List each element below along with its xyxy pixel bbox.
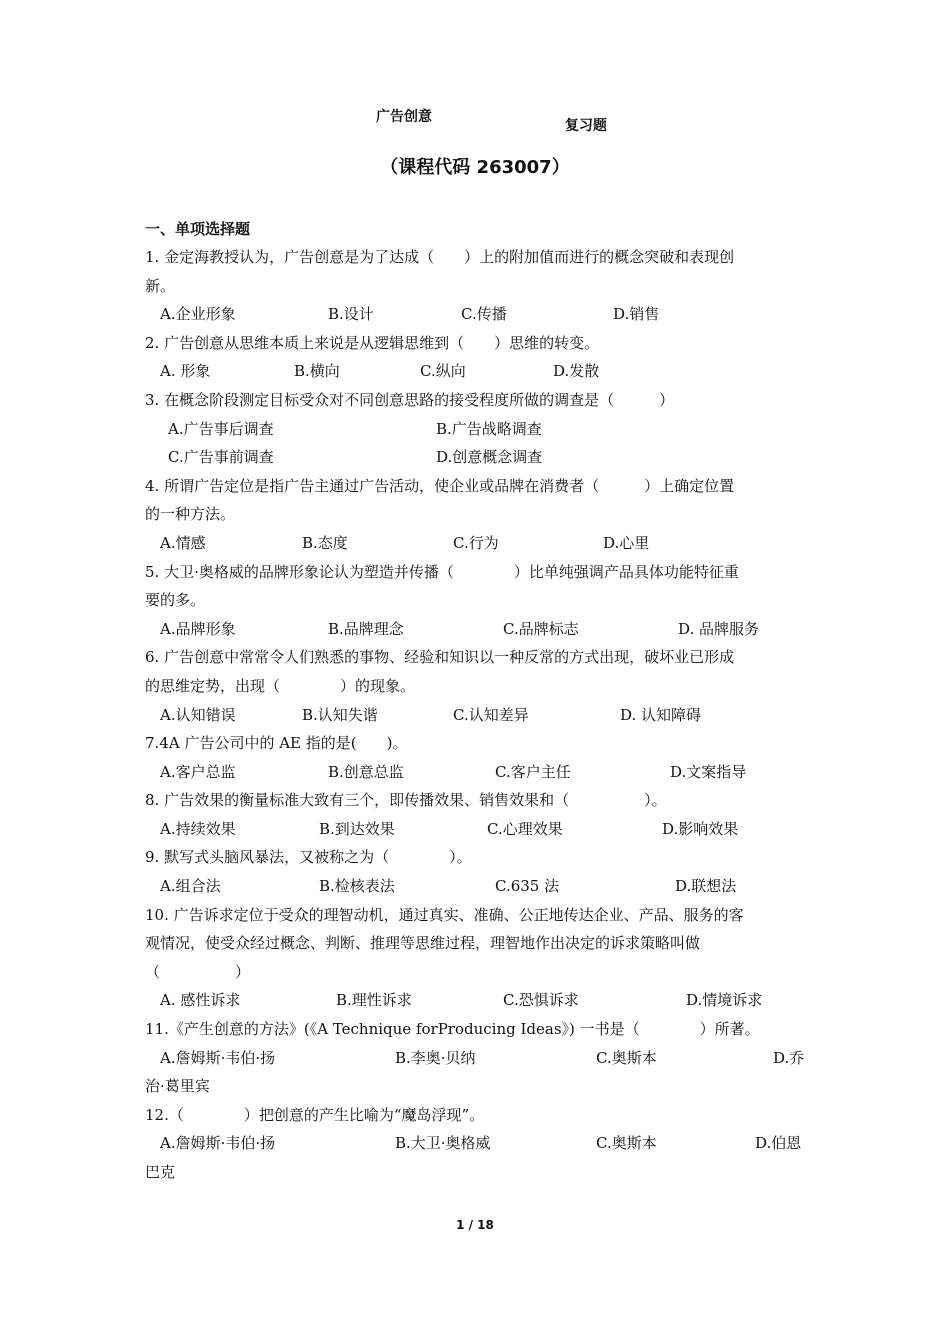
option-item: C.客户主任 xyxy=(495,762,571,781)
option-item: B.大卫·奥格威 xyxy=(395,1134,491,1153)
option-item: B.李奥·贝纳 xyxy=(395,1048,476,1067)
options-row xyxy=(145,415,825,444)
options-row xyxy=(145,986,825,1015)
options-row xyxy=(145,615,825,644)
option-item: A.詹姆斯·韦伯·扬 xyxy=(160,1134,276,1153)
option-item: D.情境诉求 xyxy=(686,991,763,1010)
option-item: B.到达效果 xyxy=(319,819,395,838)
option-item: B.态度 xyxy=(302,533,348,552)
option-item: A. 形象 xyxy=(160,362,211,381)
question-text-line: 巴克 xyxy=(145,1163,176,1181)
option-item: D.发散 xyxy=(553,362,600,381)
option-item: C.奥斯本 xyxy=(596,1134,657,1153)
question-text-line: 11.《产生创意的方法》(《A Technique forProducing Ideas》) 一书是（ ）所著。 xyxy=(145,1020,760,1039)
options-row xyxy=(145,1044,825,1073)
document-subtitle-review: 复习题 xyxy=(565,118,607,134)
question-text-line: 的一种方法。 xyxy=(145,505,236,524)
option-item: A.客户总监 xyxy=(160,762,236,781)
question-text-line: 新。 xyxy=(145,276,176,295)
option-item: C.认知差异 xyxy=(453,705,529,724)
option-item: D.伯恩 xyxy=(755,1134,802,1153)
option-item: A.广告事后调查 xyxy=(168,419,274,438)
options-row xyxy=(145,1129,825,1158)
option-item: B.创意总监 xyxy=(328,762,404,781)
option-item: B.横向 xyxy=(294,362,340,381)
option-item: C.品牌标志 xyxy=(503,619,579,638)
option-item: D. 认知障碍 xyxy=(620,705,702,724)
section-heading: 一、单项选择题 xyxy=(145,220,251,238)
option-item: A.品牌形象 xyxy=(160,619,236,638)
question-text-line: 观情况，使受众经过概念、判断、推理等思维过程，理智地作出决定的诉求策略叫做 xyxy=(145,934,701,953)
option-item: B.设计 xyxy=(328,305,374,324)
option-item: A. 感性诉求 xyxy=(160,991,241,1010)
options-row xyxy=(145,815,825,844)
course-code: （课程代码 263007） xyxy=(380,157,570,178)
question-text-line: 要的多。 xyxy=(145,591,206,610)
option-item: C.传播 xyxy=(461,305,507,324)
options-row xyxy=(145,443,825,472)
question-text-line: 5. 大卫·奥格威的品牌形象论认为塑造并传播（ ）比单纯强调产品具体功能特征重 xyxy=(145,562,739,581)
question-text-line: 1. 金定海教授认为，广告创意是为了达成（ ）上的附加值而进行的概念突破和表现创 xyxy=(145,248,735,266)
option-item: A.情感 xyxy=(160,533,206,552)
option-item: D.联想法 xyxy=(675,877,737,896)
options-row xyxy=(145,701,825,730)
question-text-line: 3. 在概念阶段测定目标受众对不同创意思路的接受程度所做的调查是（ ） xyxy=(145,390,675,409)
options-row xyxy=(145,758,825,787)
option-item: D.乔 xyxy=(773,1048,805,1067)
question-text-line: （ ） xyxy=(145,962,251,981)
option-item: A.企业形象 xyxy=(160,305,236,324)
option-item: C.行为 xyxy=(453,533,499,552)
option-item: B.品牌理念 xyxy=(328,619,404,638)
option-item: B.理性诉求 xyxy=(336,991,412,1010)
options-row xyxy=(145,300,825,329)
page-number: 1 / 18 xyxy=(456,1218,494,1232)
option-item: A.组合法 xyxy=(160,877,221,896)
option-item: C.纵向 xyxy=(420,362,466,381)
question-list xyxy=(145,243,825,1187)
question-text-line: 7.4A 广告公司中的 AE 指的是( )。 xyxy=(145,734,408,753)
option-item: C.心理效果 xyxy=(487,819,563,838)
option-item: C.恐惧诉求 xyxy=(503,991,579,1010)
option-item: D.创意概念调查 xyxy=(436,448,543,467)
question-text-line: 8. 广告效果的衡量标准大致有三个，即传播效果、销售效果和（ ）。 xyxy=(145,791,667,810)
question-text-line: 10. 广告诉求定位于受众的理智动机，通过真实、准确、公正地传达企业、产品、服务的客 xyxy=(145,905,744,924)
option-item: D.心里 xyxy=(603,533,650,552)
options-row xyxy=(145,872,825,901)
option-item: C.广告事前调查 xyxy=(168,448,274,467)
document-title: 广告创意 xyxy=(376,109,432,125)
option-item: A.持续效果 xyxy=(160,819,236,838)
option-item: A.詹姆斯·韦伯·扬 xyxy=(160,1048,276,1067)
option-item: B.检核表法 xyxy=(319,877,395,896)
question-text-line: 12.（ ）把创意的产生比喻为“魔岛浮现”。 xyxy=(145,1105,485,1124)
options-row xyxy=(145,529,825,558)
option-item: D.影响效果 xyxy=(662,819,739,838)
question-text-line: 6. 广告创意中常常令人们熟悉的事物、经验和知识以一种反常的方式出现，破坏业已形成 xyxy=(145,648,735,667)
option-item: D.文案指导 xyxy=(670,762,747,781)
question-text-line: 2. 广告创意从思维本质上来说是从逻辑思维到（ ）思维的转变。 xyxy=(145,333,600,352)
question-text-line: 9. 默写式头脑风暴法，又被称之为（ ）。 xyxy=(145,848,472,867)
question-text-line: 的思维定势，出现（ ）的现象。 xyxy=(145,676,416,695)
option-item: B.广告战略调查 xyxy=(436,419,542,438)
option-item: B.认知失谐 xyxy=(302,705,378,724)
option-item: D.销售 xyxy=(613,305,660,324)
option-item: D. 品牌服务 xyxy=(678,619,760,638)
question-text-line: 治·葛里宾 xyxy=(145,1077,210,1096)
option-item: C.奥斯本 xyxy=(596,1048,657,1067)
question-text-line: 4. 所谓广告定位是指广告主通过广告活动，使企业或品牌在消费者（ ）上确定位置 xyxy=(145,476,735,495)
options-row xyxy=(145,357,825,386)
option-item: A.认知错误 xyxy=(160,705,236,724)
option-item: C.635 法 xyxy=(495,877,560,896)
